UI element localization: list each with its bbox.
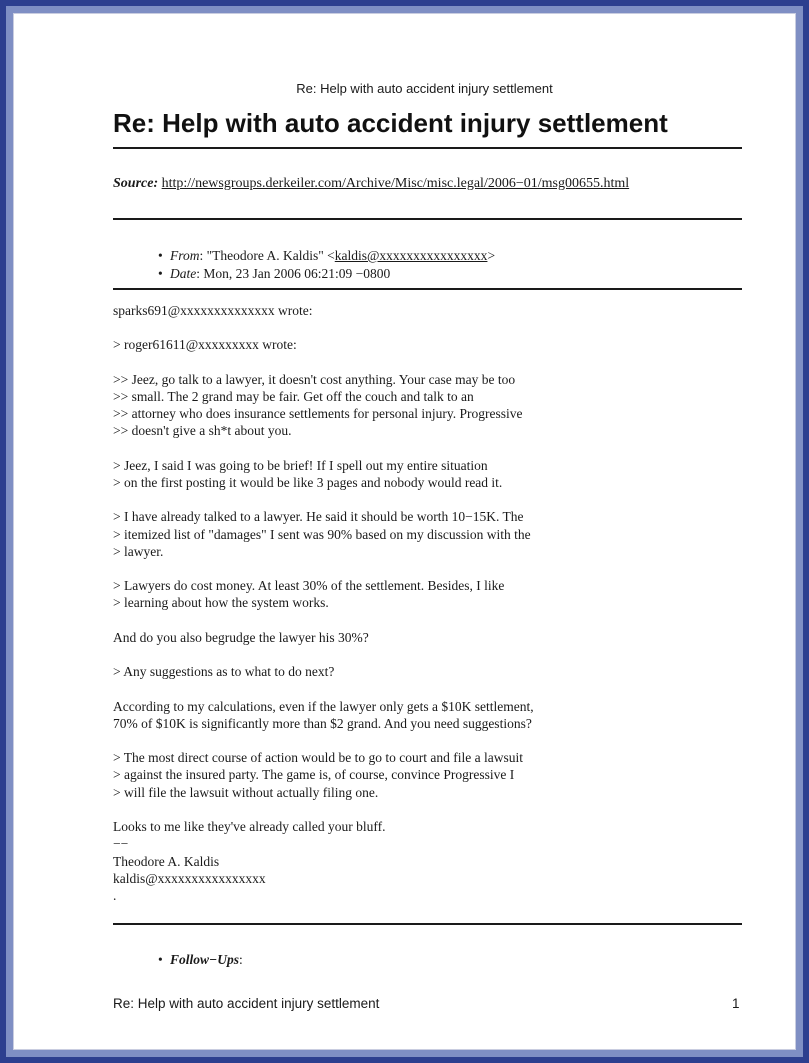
bullet-icon: • <box>158 266 163 281</box>
page-title: Re: Help with auto accident injury settlement <box>113 108 668 138</box>
followups-colon: : <box>238 952 243 967</box>
header-divider <box>113 288 742 290</box>
from-label: From <box>170 248 200 263</box>
footer-title: Re: Help with auto accident injury settlement <box>113 996 380 1011</box>
from-value: : "Theodore A. Kaldis" < <box>199 248 335 263</box>
date-value: : Mon, 23 Jan 2006 06:21:09 −0800 <box>196 266 391 281</box>
from-header <box>158 247 495 265</box>
date-header <box>158 265 495 283</box>
source-link[interactable]: http://newsgroups.derkeiler.com/Archive/Misc/misc.legal/2006−01/msg00655.html <box>161 176 630 191</box>
date-label: Date <box>170 266 197 281</box>
body-divider <box>113 923 742 925</box>
source-line <box>113 176 629 192</box>
source-label: Source: <box>113 176 159 191</box>
followups-line <box>158 952 243 968</box>
followups-label: Follow−Ups <box>170 952 239 967</box>
from-email-link[interactable]: kaldis@xxxxxxxxxxxxxxxx <box>334 248 488 263</box>
message-body: sparks691@xxxxxxxxxxxxxx wrote: > roger61611@xxxxxxxxx wrote: >> Jeez, go talk to a lawyer, it doesn't cost anything. Your case may be too >> small. The 2 grand may be fair. Get off the couch and talk to an >> attorney who does insurance settlements for personal injury. Progressive >> doesn't give a sh*t about you. > Jeez, I said I was going to be brief! If I spell out my entire situation > on the first posting it would be like 3 pages and nobody would read it. > I have already talked to a lawyer. He said it should be worth 10−15K. The > itemized list of "damages" I sent was 90% based on my discussion with the > lawyer. > Lawyers do cost money. At least 30% of the settlement. Besides, I like > learning about how the system works. And do you also begrudge the lawyer his 30%? > Any suggestions as to what to do next? According to my calculations, even if the lawyer only gets a $10K settlement, 70% of $10K is significantly more than $2 grand. And you need suggestions? > The most direct course of action would be to go to court and file a lawsuit > against the insured party. The game is, of course, convince Progressive I > will file the lawsuit without actually filing one. Looks to me like they've already called your bluff. −− Theodore A. Kaldis kaldis@xxxxxxxxxxxxxxxx . <box>113 303 534 903</box>
source-divider <box>113 218 742 220</box>
title-divider <box>113 147 742 149</box>
document-page <box>13 13 796 1050</box>
message-headers <box>158 247 495 283</box>
running-header: Re: Help with auto accident injury settlement <box>296 81 553 96</box>
bullet-icon: • <box>158 248 163 263</box>
page-number: 1 <box>732 996 740 1011</box>
from-close: > <box>487 248 496 263</box>
bullet-icon: • <box>158 952 163 967</box>
